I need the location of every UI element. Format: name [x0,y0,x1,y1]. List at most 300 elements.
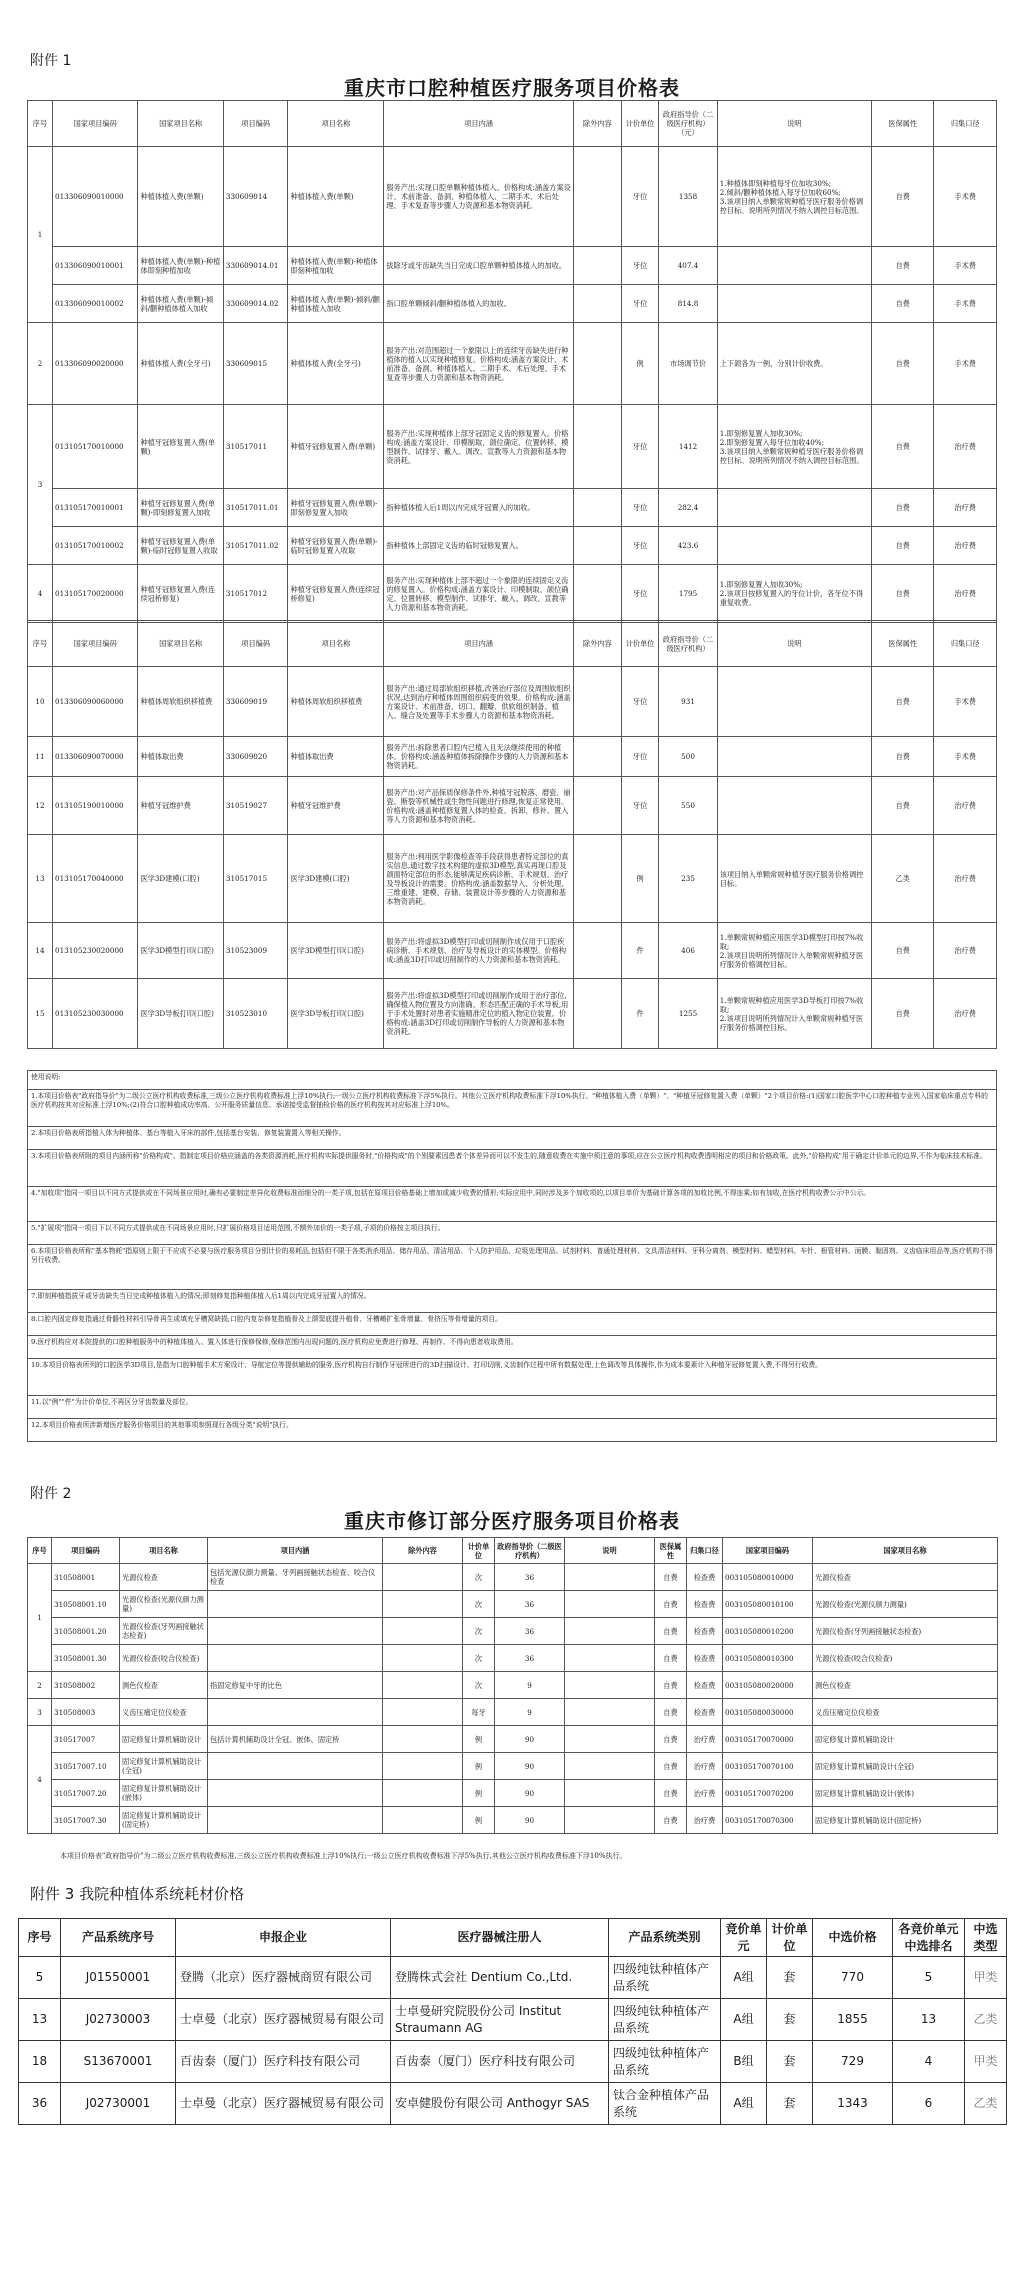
att1-row [28,323,997,405]
att1-header-cell: 项目编码 [223,101,288,147]
att2-cell: 003105170070000 [723,1726,813,1753]
att1-cell: 牙位 [621,285,659,323]
att1-header-cell: 归集口径 [934,101,997,147]
att3-cell: A组 [721,1999,767,2041]
att2-cell: 自费 [655,1672,687,1699]
att2-cell: 治疗费 [687,1726,723,1753]
att1-cell: 自费 [871,247,934,285]
att1-cell: 种植体植入费(单颗)-种植体即刻种植加收 [288,247,384,285]
att3-header-cell: 中选类型 [965,1919,1007,1957]
att2-cell: 90 [495,1780,565,1807]
att2-cell: 次 [463,1591,495,1618]
att3-row [19,2083,1007,2125]
att1b-cell: 14 [28,923,53,979]
att3-header-cell: 申报企业 [176,1919,391,1957]
att3-cell: 甲类 [965,2041,1007,2083]
att1-cell: 种植牙冠修复置入费(单颗)-临时冠修复置入收取 [138,527,223,565]
att1b-cell: 治疗费 [934,923,997,979]
att3-cell: A组 [721,1957,767,1999]
att3-cell: 百齿泰（厦门）医疗科技有限公司 [391,2041,609,2083]
usage-note-item: 使用说明: [31,1073,61,1081]
att1b-cell: 自费 [871,777,934,835]
usage-note-item: 5."扩展项"指同一项目下以不同方式提供或在不同场景应用时,只扩展价格项目适用范围,不额外加价的一类子项,子项的价格按主项目执行。 [28,1221,996,1244]
att1-cell: 407.4 [659,247,717,285]
att1-cell: 治疗费 [934,565,997,623]
att1b-cell: 013105230030000 [53,979,138,1049]
usage-note-item: 10.本项目价格表所列的口腔医学3D项目,是指为口腔种植手术方案设计、导航定位等提供辅助的服务,医疗机构自行制作牙冠所进行的3D扫描设计、打印切削,义齿制作过程中所有数据处理,上色调改等具体操作,作为成本要素计入种植牙冠修复置入费,不得另行收费。 [28,1358,996,1395]
att3-cell: 士卓曼（北京）医疗器械贸易有限公司 [176,2083,391,2125]
att1b-header-cell: 国家项目名称 [138,621,223,667]
att1-row [28,527,997,565]
att1b-cell: 医学3D导板打印(口腔) [138,979,223,1049]
att3-cell: 登腾株式会社 Dentium Co.,Ltd. [391,1957,609,1999]
att1b-header-cell: 说明 [717,621,871,667]
att1-cell: 种植体植入费(全牙弓) [288,323,384,405]
att1-cell: 指口腔单颗倾斜/颧种植体植入的加收。 [384,285,574,323]
att1b-cell: 种植体周软组织移植费 [138,667,223,737]
att1b-header-cell: 项目名称 [288,621,384,667]
att1-cell: 自费 [871,527,934,565]
att1b-cell: 310523010 [223,979,288,1049]
att2-cell [208,1780,383,1807]
att2-cell [565,1672,655,1699]
att2-cell [383,1699,463,1726]
att1-cell: 种植体植入费(全牙弓) [138,323,223,405]
att1b-cell: 310523009 [223,923,288,979]
att2-cell: 治疗费 [687,1807,723,1834]
att1-cell: 自费 [871,285,934,323]
att1b-cell [573,835,621,923]
att2-row [28,1645,998,1672]
att1-cell: 服务产出:实现种植体上部不超过一个象限的连续固定义齿的修复置入。价格构成:涵盖方案设计、印模制取、颌位确定、位置转移、模型制作、试排牙、戴入、调改、宣教等人力资源和基本物资消耗。 [384,565,574,623]
att1-cell: 种植牙冠修复置入费(单颗)-即刻修复置入加收 [138,489,223,527]
att2-cell: 36 [495,1618,565,1645]
att2-cell: 次 [463,1645,495,1672]
att2-cell: 自费 [655,1726,687,1753]
att1-cell: 自费 [871,405,934,489]
att1b-cell: 治疗费 [934,835,997,923]
att2-cell [565,1753,655,1780]
att1b-row [28,667,997,737]
att1-cell: 种植牙冠修复置入费(单颗) [288,405,384,489]
att1-cell [573,323,621,405]
att2-cell: 检查费 [687,1564,723,1591]
att2-cell: 光源仪检查 [120,1564,208,1591]
att3-row [19,1999,1007,2041]
att3-cell: 5 [893,1957,965,1999]
att1-cell: 814.8 [659,285,717,323]
att1b-row [28,835,997,923]
att1b-cell: 牙位 [621,667,659,737]
att2-cell: 测色仪检查 [813,1672,998,1699]
att3-cell: 套 [767,2083,813,2125]
att2-cell [565,1780,655,1807]
att2-cell: 自费 [655,1753,687,1780]
att1-header-cell: 国家项目编码 [53,101,138,147]
att2-cell: 3 [28,1699,52,1726]
usage-note-item: 1.本项目价格表"政府指导价"为二级公立医疗机构收费标准,三级公立医疗机构收费标准上浮10%执行;一级公立医疗机构收费标准下浮5%执行。其他公立医疗机构收费标准下浮10%执行。"种植体植入费（单颗）"、"种植牙冠修复置入费（单颗）"2个项目价格:(1)国家口腔医学中心口腔种植专业列入国家临床重点专科的医疗机构按其对应标准上浮10%;(2)符合口腔种植成功率高、公开服务质量信息、承诺接受监督抽检价格的医疗机构按其对应标准上浮10%。 [28,1089,996,1126]
implant-consumables-table [18,1918,1007,2125]
attachment-1-label: 附件 1 [30,53,72,69]
att2-cell [565,1591,655,1618]
att1-header-cell: 项目内涵 [384,101,574,147]
att1-cell: 310517011.01 [223,489,288,527]
att2-cell [383,1564,463,1591]
att2-cell: 003105080010300 [723,1645,813,1672]
att1-cell: 013105170010001 [53,489,138,527]
att3-cell: B组 [721,2041,767,2083]
att1b-header-cell: 项目编码 [223,621,288,667]
att1b-cell: 种植体取出费 [138,737,223,777]
att1-cell: 种植牙冠修复置入费(连续冠桥修复) [288,565,384,623]
att1-cell: 1795 [659,565,717,623]
att2-cell [383,1618,463,1645]
att3-cell: 13 [893,1999,965,2041]
att3-cell: 百齿泰（厦门）医疗科技有限公司 [176,2041,391,2083]
att1-header-cell: 说明 [717,101,871,147]
att1b-cell: 1.单颗常规种植应用医学3D模型打印按7%收取; 2.该项目说明所列情况计入单颗常规种植牙医疗服务价格调控目标。 [717,923,871,979]
att2-cell: 310517007.30 [52,1807,120,1834]
att1-cell: 牙位 [621,565,659,623]
att1b-cell: 自费 [871,923,934,979]
att3-header-cell: 计价单位 [767,1919,813,1957]
att1-cell: 1358 [659,147,717,247]
att2-cell: 9 [495,1699,565,1726]
att1-cell: 310517012 [223,565,288,623]
att2-header-cell: 国家项目名称 [813,1538,998,1564]
att1-cell: 013306090010001 [53,247,138,285]
att1-header-cell: 政府指导价（二级医疗机构）（元） [659,101,717,147]
att2-cell: 义齿压痛定位仪检查 [120,1699,208,1726]
att3-cell: 1855 [813,1999,893,2041]
att1-cell: 种植牙冠修复置入费(单颗)-临时冠修复置入收取 [288,527,384,565]
att1-cell: 例 [621,323,659,405]
att3-cell: S13670001 [61,2041,176,2083]
att1b-cell: 406 [659,923,717,979]
att1b-cell: 件 [621,923,659,979]
att1-cell: 治疗费 [934,489,997,527]
att1b-cell: 乙类 [871,835,934,923]
att1b-header-cell: 国家项目编码 [53,621,138,667]
att2-cell: 固定修复计算机辅助设计 [813,1726,998,1753]
att3-cell: 安卓健股份有限公司 Anthogyr SAS [391,2083,609,2125]
att2-cell: 90 [495,1753,565,1780]
att1b-cell: 种植体取出费 [288,737,384,777]
att1b-cell: 1.单颗常规种植应用医学3D导板打印按7%收取; 2.该项目说明所列情况计入单颗常规种植牙医疗服务价格调控目标。 [717,979,871,1049]
att2-cell: 310517007.20 [52,1780,120,1807]
att1-cell: 013306090020000 [53,323,138,405]
att2-cell: 每牙 [463,1699,495,1726]
att3-cell: 6 [893,2083,965,2125]
att2-cell [565,1807,655,1834]
att1b-cell: 医学3D模型打印(口腔) [138,923,223,979]
att1b-cell: 310517015 [223,835,288,923]
att1b-cell: 10 [28,667,53,737]
att1-cell: 种植体植入费(单颗)-倾斜/颧种植体植入加收 [288,285,384,323]
att1b-cell: 种植体周软组织移植费 [288,667,384,737]
attachment-3-label: 附件 3 我院种植体系统耗材价格 [30,1885,245,1903]
att1b-cell: 服务产出:拆除患者口腔内已植入且无法继续使用的种植体。价格构成:涵盖种植体拆除操作步骤的人力资源和基本物资消耗。 [384,737,574,777]
att2-cell: 检查费 [687,1699,723,1726]
att1b-cell: 例 [621,835,659,923]
att3-header-cell: 中选价格 [813,1919,893,1957]
att2-cell: 310508001.10 [52,1591,120,1618]
att1-cell: 3 [28,405,53,565]
usage-note-item: 8.口腔内固定修复指通过骨骼性材料引导骨再生或填充牙槽窝缺损;口腔内复杂修复指植骨及上颌窦底提升植骨、牙槽嵴扩张骨增量、骨挤压等骨增量的项目。 [28,1312,996,1335]
att2-cell: 光源仪检查(咬合仪检查) [120,1645,208,1672]
att2-cell: 例 [463,1807,495,1834]
att2-cell: 310508002 [52,1672,120,1699]
att1b-cell: 种植牙冠维护费 [288,777,384,835]
att2-cell [565,1726,655,1753]
att2-header-cell: 项目编码 [52,1538,120,1564]
att1-cell [717,247,871,285]
att2-cell: 36 [495,1645,565,1672]
usage-notes [27,1070,997,1442]
att2-cell: 治疗费 [687,1753,723,1780]
att1-cell [717,527,871,565]
att1-cell: 种植牙冠修复置入费(连续冠桥修复) [138,565,223,623]
att2-row [28,1726,998,1753]
att2-cell [208,1699,383,1726]
usage-note-item: 7.即刻种植指拔牙或牙齿缺失当日完成种植体植入的情况;即刻修复指种植体植入后1周以内完成牙冠置入的情况。 [28,1289,996,1312]
att1-header-cell: 计价单位 [621,101,659,147]
att3-cell: 36 [19,2083,61,2125]
att2-cell: 003105080010000 [723,1564,813,1591]
att2-cell: 光源仪检查(牙列画接触状态检查) [813,1618,998,1645]
att2-cell [383,1753,463,1780]
att1b-cell: 件 [621,979,659,1049]
att2-cell: 003105170070100 [723,1753,813,1780]
att3-row [19,2041,1007,2083]
att1-header-cell: 项目名称 [288,101,384,147]
att1-header-cell: 除外内容 [573,101,621,147]
att2-cell: 检查费 [687,1591,723,1618]
att3-cell: J02730003 [61,1999,176,2041]
implant-price-table-part1 [27,100,997,623]
revised-price-table [27,1537,998,1834]
att1-cell [573,527,621,565]
att2-cell: 36 [495,1591,565,1618]
att1-cell: 服务产出:对范围超过一个象限以上的连续牙齿缺失进行种植体的植入以实现种植修复。价格构成:涵盖方案设计、术前准备、备洞、种植体植入、二期手术、术后处理、手术复查等步骤人力资源和基本物资消耗。 [384,323,574,405]
att1-cell: 手术费 [934,147,997,247]
att1-cell: 自费 [871,323,934,405]
att2-header-cell: 说明 [565,1538,655,1564]
att3-cell: 四级纯钛种植体产品系统 [609,1999,721,2041]
att2-header-cell: 归集口径 [687,1538,723,1564]
att1-cell: 指种植体上部固定义齿的临时冠修复置入。 [384,527,574,565]
att1-cell: 手术费 [934,285,997,323]
att1b-row [28,777,997,835]
att2-cell: 4 [28,1726,52,1834]
att1-cell [573,565,621,623]
att3-cell: 770 [813,1957,893,1999]
att2-row [28,1591,998,1618]
att3-cell: 乙类 [965,2083,1007,2125]
att2-row [28,1564,998,1591]
att1b-cell: 服务产出:对产品保质保修条件外,种植牙冠脱落、磨瓷、崩瓷、断裂等机械性或生物性问题进行修理,恢复正常使用。价格构成:涵盖种植修复置入体的检查、拆卸、修补、置入等人力资源和基本物资消耗。 [384,777,574,835]
att2-cell: 例 [463,1753,495,1780]
att1b-cell: 500 [659,737,717,777]
att2-cell [565,1699,655,1726]
att1-cell: 330609015 [223,323,288,405]
att1b-cell: 治疗费 [934,777,997,835]
att1-cell: 手术费 [934,247,997,285]
att1-cell [573,489,621,527]
att2-cell [208,1645,383,1672]
att3-header-cell: 产品系统序号 [61,1919,176,1957]
att1-cell: 自费 [871,565,934,623]
att1-cell: 牙位 [621,147,659,247]
att2-cell: 光源仪检查 [813,1564,998,1591]
att3-cell: 钛合金种植体产品系统 [609,2083,721,2125]
att2-cell: 310508003 [52,1699,120,1726]
att1-cell: 指种植体植入后1周以内完成牙冠置入的加收。 [384,489,574,527]
att1-cell: 服务产出:实现种植体上部牙冠固定义齿的修复置入。价格构成:涵盖方案设计、印模制取、颌位确定、位置转移、模型制作、试排牙、戴入、调改、宣教等人力资源和基本物资消耗。 [384,405,574,489]
att1-cell: 013105170020000 [53,565,138,623]
att1-header-cell: 序号 [28,101,53,147]
att2-cell: 90 [495,1807,565,1834]
att2-row [28,1807,998,1834]
att2-cell: 固定修复计算机辅助设计(全冠) [120,1753,208,1780]
att1b-cell: 牙位 [621,777,659,835]
att1-row [28,565,997,623]
att2-cell: 003105080010100 [723,1591,813,1618]
att2-row [28,1753,998,1780]
att1-cell: 330609014 [223,147,288,247]
att1-row [28,285,997,323]
att1b-cell: 12 [28,777,53,835]
att1b-cell: 种植牙冠维护费 [138,777,223,835]
att1b-cell: 手术费 [934,667,997,737]
att1b-header-cell: 序号 [28,621,53,667]
att2-cell: 例 [463,1726,495,1753]
att1b-cell [717,777,871,835]
attachment-2-label: 附件 2 [30,1486,72,1502]
att1-cell: 上下颌各为一例，分别计价收费。 [717,323,871,405]
att3-cell: 5 [19,1957,61,1999]
att3-header-cell: 医疗器械注册人 [391,1919,609,1957]
att1b-cell: 013105170040000 [53,835,138,923]
att1-row [28,489,997,527]
att2-cell: 310508001 [52,1564,120,1591]
att2-cell: 310508001.30 [52,1645,120,1672]
att1b-cell: 服务产出:利用医学影像检查等手段获得患者特定部位的真实信息,通过数字技术构建的虚拟3D模型,真实再现口腔及颌面特定部位的形态,能够满足疾病诊断、手术规划、治疗及导板设计的需要。价格构成:涵盖数据导入、分析处理、三维重建、建模、存储、装置设计等步骤的人力资源和基本物资消耗。 [384,835,574,923]
att2-cell [383,1591,463,1618]
att3-cell: 登腾（北京）医疗器械商贸有限公司 [176,1957,391,1999]
att2-cell: 自费 [655,1807,687,1834]
att2-cell: 义齿压痛定位仪检查 [813,1699,998,1726]
att2-cell: 指固定修复中牙的比色 [208,1672,383,1699]
att1-row [28,147,997,247]
att1-cell: 牙位 [621,405,659,489]
att1b-cell [573,667,621,737]
att1-cell: 310517011.02 [223,527,288,565]
att1-cell [573,405,621,489]
att1b-cell [717,667,871,737]
att1b-cell: 15 [28,979,53,1049]
att1b-cell: 931 [659,667,717,737]
att2-header-cell: 除外内容 [383,1538,463,1564]
att3-cell: J02730001 [61,2083,176,2125]
att2-cell: 测色仪检查 [120,1672,208,1699]
att2-row [28,1699,998,1726]
att1b-cell: 服务产出:将虚拟3D模型打印或切削制作成仅用于口腔疾病诊断、手术规划、治疗及导板设计的实体模型。价格构成:涵盖3D打印或切削制作的人力资源和基本物资消耗。 [384,923,574,979]
att1-cell [717,489,871,527]
att2-cell [565,1645,655,1672]
usage-note-item: 2.本项目价格表所指植入体为种植体、基台等植入牙床的部件,包括基台安装、修复装置置入等相关操作。 [28,1126,996,1149]
att1-cell: 治疗费 [934,405,997,489]
att3-cell: 士卓曼研究院股份公司 Institut Straumann AG [391,1999,609,2041]
att1b-header-cell: 医保属性 [871,621,934,667]
att2-cell [565,1564,655,1591]
att2-cell [208,1591,383,1618]
att1-cell: 种植牙冠修复置入费(单颗)-即刻修复置入加收 [288,489,384,527]
att1-cell: 310517011 [223,405,288,489]
att2-cell: 固定修复计算机辅助设计(固定桥) [120,1807,208,1834]
att2-cell [208,1807,383,1834]
att1b-cell: 310519027 [223,777,288,835]
att3-cell: A组 [721,2083,767,2125]
att2-cell: 次 [463,1618,495,1645]
att2-cell: 自费 [655,1780,687,1807]
att1b-cell: 医学3D模型打印(口腔) [288,923,384,979]
implant-price-table-part2 [27,620,997,1049]
att3-cell: 13 [19,1999,61,2041]
att1-cell: 拔除牙或牙齿缺失当日完成口腔单颗种植体植入的加收。 [384,247,574,285]
att2-cell [565,1618,655,1645]
attachment-1-title: 重庆市口腔种植医疗服务项目价格表 [344,76,680,100]
att2-cell: 包括计算机辅助设计全冠、嵌体、固定桥 [208,1726,383,1753]
att1-cell: 2 [28,323,53,405]
att3-header-cell: 序号 [19,1919,61,1957]
att3-cell: 套 [767,1999,813,2041]
att1-cell: 1.种植体即刻种植每牙位加收30%; 2.倾斜/颧种植体植入每牙位加收60%; 3.该项目纳入单颗常规种植牙医疗服务价格调控目标。说明所列情况不纳入调控目标范围。 [717,147,871,247]
att2-cell: 自费 [655,1591,687,1618]
att2-header-cell: 政府指导价（二级医疗机构） [495,1538,565,1564]
att1b-cell: 服务产出:通过局部软组织移植,改善治疗部位及周围软组织状况,达到治疗种植体周围组织病变的效果。价格构成:涵盖方案设计、术前准备、切口、翻瓣、供软组织制备、植入、缝合及处置等手术步骤人力资源和基本物资消耗。 [384,667,574,737]
att1b-cell: 1255 [659,979,717,1049]
att2-cell: 36 [495,1564,565,1591]
att2-cell: 检查费 [687,1672,723,1699]
att2-header-cell: 医保属性 [655,1538,687,1564]
usage-note-item: 11.以"例""件"为计价单位,不再区分牙齿数量及部位。 [28,1395,996,1418]
att1b-row [28,923,997,979]
att2-cell: 自费 [655,1699,687,1726]
att1b-header-cell: 项目内涵 [384,621,574,667]
att1b-cell [573,777,621,835]
att2-header-cell: 序号 [28,1538,52,1564]
att1b-cell: 牙位 [621,737,659,777]
att1-cell: 牙位 [621,527,659,565]
att3-cell: 士卓曼（北京）医疗器械贸易有限公司 [176,1999,391,2041]
att1-cell: 自费 [871,489,934,527]
att2-cell: 自费 [655,1564,687,1591]
att1b-cell: 330609020 [223,737,288,777]
att3-cell: 4 [893,2041,965,2083]
att2-cell: 310517007.10 [52,1753,120,1780]
att1-cell: 1.即刻修复置入加收30%; 2.即刻修复置入每牙位加收40%; 3.该项目纳入单颗常规种植牙医疗服务价格调控目标。说明所列情况不纳入调控目标范围。 [717,405,871,489]
att2-cell: 治疗费 [687,1780,723,1807]
att1b-row [28,737,997,777]
att2-cell: 固定修复计算机辅助设计(嵌体) [813,1780,998,1807]
att1b-cell [573,737,621,777]
att1-cell [573,147,621,247]
att1b-cell: 013306090060000 [53,667,138,737]
att2-cell: 003105080030000 [723,1699,813,1726]
att2-cell: 光源仪检查(光源仪颜力测量) [813,1591,998,1618]
att1b-cell: 013105190010000 [53,777,138,835]
